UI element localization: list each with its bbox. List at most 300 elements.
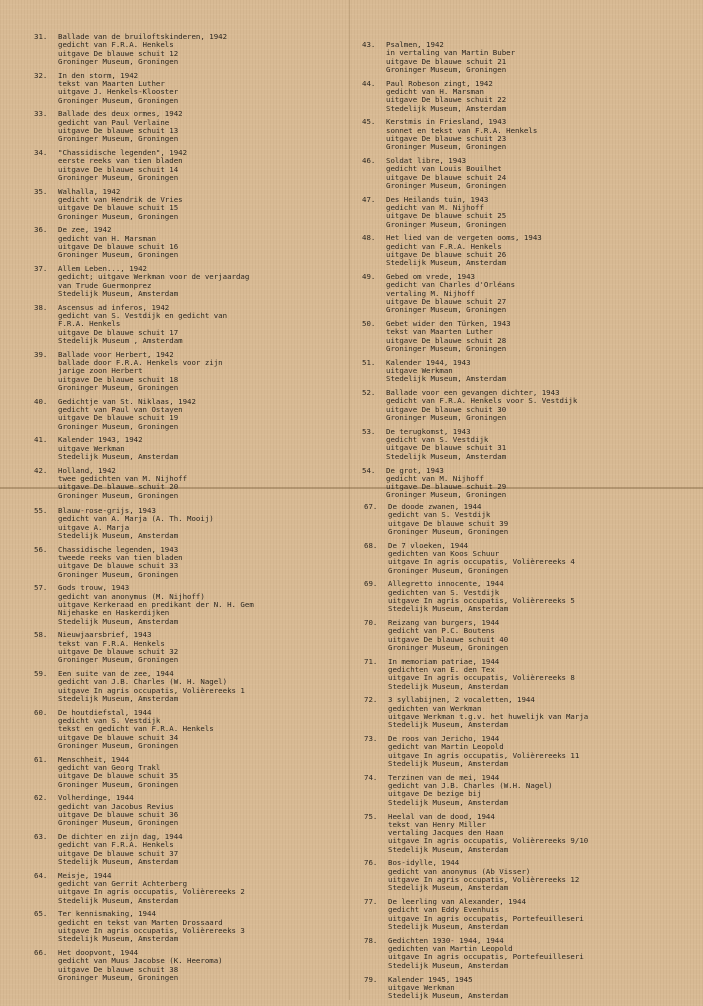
catalog-entry [362,359,692,384]
entry-detail-line: Stedelijk Museum, Amsterdam [386,375,507,384]
entry-detail-line: Groninger Museum, Groningen [58,96,179,105]
entry-detail-line: uitgave De blauwe schuit 40 [388,635,509,644]
entry-detail-line: uitgave In agris occupatis, Volièrereeks 4 [388,558,575,567]
entry-title: De leerling van Alexander, 1944 [388,898,526,907]
entry-detail-line: Groninger Museum, Groningen [58,383,179,392]
entry-number: 45. [362,117,376,127]
entry-number: 54. [362,465,376,475]
entry-detail-line: Groninger Museum, Groningen [58,422,179,431]
catalog-entry [362,118,692,151]
entry-detail-line: uitgave De blauwe schuit 18 [58,375,179,384]
catalog-entry [364,580,694,613]
entry-detail-line: Stedelijk Museum, Amsterdam [388,845,509,854]
entry-title: De houtdiefstal, 1944 [58,708,152,717]
entry-number: 77. [364,897,378,907]
entry-title: Kalender 1943, 1942 [58,436,143,445]
entry-number: 36. [34,225,48,235]
entry-title: Des Heilands tuin, 1943 [386,195,489,204]
entry-detail-line: vertaling M. Nijhoff [386,289,475,298]
catalog-entry [34,872,364,905]
catalog-entry [362,196,692,229]
catalog-entry [364,658,694,691]
entry-detail-line: uitgave De blauwe schuit 13 [58,126,179,135]
entry-title: Ballade des deux ormes, 1942 [58,110,183,119]
entry-detail-line: uitgave In agris occupatis, Portefeuilleseri [388,914,584,923]
entry-detail-line: uitgave De bezige bij [388,790,482,799]
entry-detail-line: uitgave In agris occupatis, Volièrereeks 1 [58,686,245,695]
entry-title: Het lied van de vergeten ooms, 1943 [386,234,542,243]
entry-detail-line: gedicht van Charles d'Orléans [386,281,516,290]
catalog-entry [34,546,364,579]
entry-title: Ballade voor Herbert, 1942 [58,350,174,359]
entry-title: Nieuwjaarsbrief, 1943 [58,631,152,640]
entry-number: 59. [34,669,48,679]
entry-detail-line: tekst van Maarten Luther [386,328,493,337]
entry-number: 46. [362,156,376,166]
entry-number: 73. [364,734,378,744]
entry-detail-line: uitgave Werkman t.g.v. het huwelijk van Marja [388,713,589,722]
entry-detail-line: in vertaling van Martin Buber [386,49,516,58]
entry-number: 60. [34,707,48,717]
entry-detail-line: Groninger Museum, Groningen [386,491,507,500]
entry-detail-line: Groninger Museum, Groningen [58,212,179,221]
entry-title: Kalender 1945, 1945 [388,975,473,984]
entry-detail-line: Stedelijk Museum, Amsterdam [58,857,179,866]
entry-detail-line: uitgave J. Henkels-Klooster [58,88,179,97]
entry-number: 38. [34,302,48,312]
entry-detail-line: uitgave A. Marja [58,523,130,532]
entry-detail-line: gedicht van Paul Verlaine [58,118,170,127]
entry-number: 41. [34,435,48,445]
entry-detail-line: vertaling Jacques den Haan [388,829,504,838]
entry-number: 34. [34,148,48,158]
entry-number: 58. [34,630,48,640]
catalog-entry [362,80,692,113]
catalog-entry [364,696,694,729]
entry-detail-line: gedicht van Muus Jacobse (K. Heeroma) [58,957,223,966]
entry-detail-line: Stedelijk Museum, Amsterdam [58,896,179,905]
entry-detail-line: uitgave De blauwe schuit 17 [58,328,179,337]
entry-detail-line: Groninger Museum, Groningen [386,181,507,190]
catalog-entry [34,584,364,625]
catalog-entry [362,273,692,314]
entry-title: Blauw-rose-grijs, 1943 [58,507,156,515]
entry-detail-line: Stedelijk Museum, Amsterdam [388,992,509,1001]
entry-detail-line: gedicht van H. Marsman [386,87,484,96]
entry-number: 57. [34,583,48,593]
entry-title: De 7 vloeken, 1944 [388,541,469,550]
entry-detail-line: uitgave In agris occupatis, Volièrereeks 8 [388,674,575,683]
entry-detail-line: Groninger Museum, Groningen [58,656,179,665]
entry-title: De dichter en zijn dag, 1944 [58,833,183,842]
catalog-entry [34,188,364,221]
entry-detail-line: tweede reeks van tien bladen [58,553,183,562]
catalog-entry [34,709,364,750]
catalog-entry [34,756,364,789]
entry-detail-line: uitgave Kerkeraad en predikant der N. H. Gem [58,600,254,609]
entry-title: Gebed om vrede, 1943 [386,273,475,282]
entry-detail-line: uitgave Werkman [58,444,125,453]
entry-number: 53. [362,426,376,436]
entry-number: 37. [34,264,48,274]
entry-number: 43. [362,40,376,49]
entry-title: Gedichten 1930- 1944, 1944 [388,936,504,945]
entry-detail-line: gedicht van H. Marsman [58,234,156,243]
entry-detail-line: uitgave Werkman [386,367,453,376]
entry-detail-line: gedicht van P.C. Boutens [388,627,495,636]
entry-number: 68. [364,540,378,550]
entry-detail-line: Groninger Museum, Groningen [58,251,179,260]
entry-detail-line: tekst van F.R.A. Henkels [58,639,165,648]
entry-detail-line: uitgave De blauwe schuit 38 [58,965,179,974]
catalog-entry [362,234,692,267]
entry-title: Ballade van de bruiloftskinderen, 1942 [58,33,228,41]
catalog-entry [34,149,364,182]
entry-title: Ter kennismaking, 1944 [58,910,156,919]
entry-detail-line: Stedelijk Museum, Amsterdam [386,259,507,268]
entry-detail-line: gedicht van Hendrik de Vries [58,196,183,205]
entry-title: Psalmen, 1942 [386,41,444,49]
entry-detail-line: Groninger Museum, Groningen [386,306,507,315]
entry-detail-line: Groninger Museum, Groningen [58,491,179,500]
entry-title: Soldat libre, 1943 [386,157,467,166]
entry-detail-line: Groninger Museum, Groningen [58,135,179,144]
entry-number: 75. [364,811,378,821]
entry-number: 44. [362,78,376,88]
entry-number: 47. [362,194,376,204]
entry-detail-line: uitgave De blauwe schuit 26 [386,251,507,260]
entry-detail-line: uitgave De blauwe schuit 12 [58,49,179,58]
entry-detail-line: gedicht van Gerrit Achterberg [58,880,188,889]
entry-title: De terugkomst, 1943 [386,427,471,436]
entry-detail-line: gedicht van anonymus (Ab Visser) [388,867,531,876]
entry-detail-line: uitgave De blauwe schuit 28 [386,336,507,345]
entry-detail-line: Groninger Museum, Groningen [386,65,507,74]
catalog-entry [362,428,692,461]
entry-number: 42. [34,465,48,475]
entry-number: 74. [364,772,378,782]
entry-title: Heelal van de dood, 1944 [388,812,495,821]
entry-detail-line: gedicht van Georg Trakl [58,764,161,773]
entry-detail-line: Stedelijk Museum, Amsterdam [58,694,179,703]
entry-detail-line: Stedelijk Museum, Amsterdam [388,798,509,807]
entry-number: 35. [34,186,48,196]
entry-number: 78. [364,935,378,945]
entry-detail-line: Groninger Museum, Groningen [58,974,179,983]
entry-title: Gedichtje van St. Niklaas, 1942 [58,397,196,406]
entry-title: Menschheit, 1944 [58,755,130,764]
entry-detail-line: Groninger Museum, Groningen [58,570,179,579]
entry-detail-line: uitgave De blauwe schuit 15 [58,204,179,213]
entry-detail-line: Groninger Museum, Groningen [58,819,179,828]
entry-detail-line: Stedelijk Museum, Amsterdam [388,923,509,932]
catalog-entry [34,351,364,392]
column-bottom-left [34,507,364,988]
entry-detail-line: gedicht van F.R.A. Henkels [58,841,174,850]
entry-detail-line: van Trude Guermonprez [58,281,152,290]
catalog-entry [364,774,694,807]
entry-title: Holland, 1942 [58,466,116,475]
entry-title: Chassidische legenden, 1943 [58,545,179,554]
entry-detail-line: gedicht van S. Vestdijk [388,511,491,520]
catalog-entry [362,157,692,190]
entry-title: Terzinen van de mei, 1944 [388,773,500,782]
entry-detail-line: gedichten van E. den Tex [388,666,495,675]
catalog-entry [364,937,694,970]
catalog-entry [34,110,364,143]
entry-number: 71. [364,656,378,666]
entry-detail-line: uitgave De blauwe schuit 33 [58,562,179,571]
catalog-entry [364,503,694,536]
catalog-entry [364,735,694,768]
entry-detail-line: gedicht van Eddy Evenhuis [388,906,500,915]
column-bottom-right [364,503,694,1006]
entry-number: 65. [34,909,48,919]
catalog-entry [34,436,364,461]
entry-detail-line: uitgave De blauwe schuit 19 [58,414,179,423]
entry-detail-line: uitgave In agris occupatis, Volièrereeks 9/10 [388,837,589,846]
entry-detail-line: Stedelijk Museum, Amsterdam [386,452,507,461]
catalog-entry [34,833,364,866]
entry-detail-line: gedicht van F.R.A. Henkels [386,242,502,251]
entry-detail-line: gedicht van Paul van Ostayen [58,406,183,415]
entry-detail-line: uitgave De blauwe schuit 21 [386,57,507,66]
column-top-right [362,41,692,505]
entry-detail-line: uitgave De blauwe schuit 16 [58,243,179,252]
entry-title: Ballade voor een gevangen dichter, 1943 [386,389,560,398]
catalog-entry [34,33,364,66]
entry-detail-line: uitgave De blauwe schuit 29 [386,483,507,492]
entry-detail-line: Groninger Museum, Groningen [386,220,507,229]
entry-title: Gods trouw, 1943 [58,584,130,593]
entry-detail-line: uitgave In agris occupatis, Portefeuilleseri [388,953,584,962]
entry-detail-line: eerste reeks van tien bladen [58,157,183,166]
entry-detail-line: Stedelijk Museum, Amsterdam [58,617,179,626]
column-top-left [34,33,364,506]
entry-detail-line: uitgave De blauwe schuit 27 [386,298,507,307]
entry-number: 66. [34,948,48,958]
entry-detail-line: uitgave Werkman [388,983,455,992]
entry-detail-line: gedicht van M. Nijhoff [386,474,484,483]
entry-detail-line: Groninger Museum, Groningen [388,566,509,575]
entry-detail-line: Groninger Museum, Groningen [386,414,507,423]
catalog-entry [34,398,364,431]
entry-detail-line: gedicht van anonymus (M. Nijhoff) [58,592,205,601]
entry-detail-line: Groninger Museum, Groningen [58,57,179,66]
entry-detail-line: Stedelijk Museum, Amsterdam [388,961,509,970]
catalog-entry [34,304,364,345]
entry-number: 64. [34,870,48,880]
entry-detail-line: sonnet en tekst van F.R.A. Henkels [386,126,538,135]
entry-detail-line: gedicht; uitgave Werkman voor de verjaardag [58,273,250,282]
catalog-entry [34,949,364,982]
entry-detail-line: uitgave De blauwe schuit 35 [58,772,179,781]
entry-detail-line: gedicht van Louis Bouilhet [386,165,502,174]
entry-title: In memoriam patriae, 1944 [388,657,500,666]
entry-detail-line: gedicht van S. Vestdijk [58,717,161,726]
entry-detail-line: Stedelijk Museum, Amsterdam [386,104,507,113]
entry-detail-line: Stedelijk Museum, Amsterdam [388,605,509,614]
entry-detail-line: gedichten van Martin Leopold [388,945,513,954]
entry-detail-line: Stedelijk Museum, Amsterdam [58,290,179,299]
catalog-entry [34,72,364,105]
catalog-entry [34,670,364,703]
entry-title: De grot, 1943 [386,466,444,475]
entry-detail-line: gedicht van A. Marja (A. Th. Mooij) [58,515,214,524]
entry-detail-line: Stedelijk Museum, Amsterdam [388,884,509,893]
entry-number: 51. [362,357,376,367]
entry-number: 63. [34,832,48,842]
entry-detail-line: ballade door F.R.A. Henkels voor zijn [58,359,223,368]
entry-detail-line: Groninger Museum, Groningen [58,173,179,182]
entry-detail-line: gedicht van Martin Leopold [388,743,504,752]
entry-title: Ascensus ad inferos, 1942 [58,303,170,312]
catalog-entry [364,898,694,931]
entry-title: De roos van Jericho, 1944 [388,735,500,744]
entry-detail-line: Stedelijk Museum, Amsterdam [58,453,179,462]
entry-detail-line: Groninger Museum, Groningen [58,780,179,789]
catalog-entry [34,507,364,540]
entry-number: 31. [34,32,48,41]
entry-title: Kalender 1944, 1943 [386,358,471,367]
entry-number: 67. [364,502,378,511]
entry-detail-line: Groninger Museum, Groningen [388,527,509,536]
entry-title: Allegretto innocente, 1944 [388,580,504,589]
entry-detail-line: tekst en gedicht van F.R.A. Henkels [58,725,214,734]
entry-detail-line: gedicht van M. Nijhoff [386,204,484,213]
catalog-entry [34,910,364,943]
entry-detail-line: jarige zoon Herbert [58,367,143,376]
entry-title: Allem Leben..., 1942 [58,265,147,274]
entry-number: 70. [364,618,378,628]
entry-number: 56. [34,544,48,554]
entry-title: 3 syllabijnen, 2 vocaletten, 1944 [388,696,535,705]
entry-detail-line: tekst van Henry Miller [388,820,486,829]
entry-number: 76. [364,858,378,868]
catalog-entry [364,542,694,575]
entry-detail-line: uitgave De blauwe schuit 37 [58,849,179,858]
entry-title: Meisje, 1944 [58,871,112,880]
entry-detail-line: Stedelijk Museum, Amsterdam [388,760,509,769]
entry-detail-line: Groninger Museum, Groningen [386,345,507,353]
entry-detail-line: Groninger Museum, Groningen [386,143,507,152]
entry-detail-line: tekst van Maarten Luther [58,79,165,88]
entry-detail-line: gedicht van J.B. Charles (W. H. Nagel) [58,678,228,687]
entry-detail-line: Stedelijk Museum, Amsterdam [58,935,179,944]
entry-detail-line: uitgave De blauwe schuit 24 [386,173,507,182]
catalog-entry [34,467,364,500]
entry-detail-line: Stedelijk Museum , Amsterdam [58,337,183,345]
entry-detail-line: uitgave In agris occupatis, Volièrereeks 12 [388,876,580,885]
entry-title: Volherdinge, 1944 [58,794,134,803]
entry-detail-line: gedicht van Jacobus Revius [58,802,174,811]
entry-title: Paul Robeson zingt, 1942 [386,79,493,88]
entry-number: 50. [362,319,376,329]
catalog-entry [34,794,364,827]
entry-title: De doode zwanen, 1944 [388,503,482,511]
catalog-entry [362,389,692,422]
catalog-entry [34,631,364,664]
entry-detail-line: Stedelijk Museum, Amsterdam [58,531,179,540]
entry-detail-line: Groninger Museum, Groningen [58,741,179,750]
entry-title: Bos-idylle, 1944 [388,859,460,868]
entry-detail-line: gedicht van F.R.A. Henkels [58,41,174,50]
entry-detail-line: F.R.A. Henkels [58,320,121,329]
entry-number: 72. [364,695,378,705]
entry-detail-line: uitgave De blauwe schuit 25 [386,212,507,221]
entry-number: 61. [34,754,48,764]
entry-number: 39. [34,349,48,359]
entry-detail-line: gedichten van Werkman [388,704,482,713]
catalog-entry [34,226,364,259]
entry-detail-line: Stedelijk Museum, Amsterdam [388,682,509,691]
entry-detail-line: Stedelijk Museum, Amsterdam [388,721,509,730]
entry-title: Gebet wider den Türken, 1943 [386,320,511,329]
entry-detail-line: gedichten van Koos Schuur [388,549,500,558]
entry-title: In den storm, 1942 [58,71,139,80]
entry-detail-line: uitgave In agris occupatis, Volièrereeks 3 [58,927,245,936]
entry-detail-line: uitgave De blauwe schuit 36 [58,811,179,819]
catalog-entry [34,265,364,298]
entry-title: Het doopvont, 1944 [58,949,139,958]
entry-number: 48. [362,233,376,243]
entry-number: 33. [34,109,48,119]
entry-detail-line: uitgave De blauwe schuit 23 [386,134,507,143]
entry-title: Een suite van de zee, 1944 [58,670,174,679]
entry-detail-line: uitgave De blauwe schuit 39 [388,519,509,528]
entry-detail-line: uitgave De blauwe schuit 14 [58,165,179,174]
entry-detail-line: uitgave De blauwe schuit 31 [386,444,507,453]
catalog-entry [364,859,694,892]
entry-detail-line: uitgave De blauwe schuit 20 [58,483,179,492]
entry-detail-line: uitgave In agris occupatis, Volièrereeks 5 [388,596,575,605]
catalog-entry [362,467,692,500]
entry-detail-line: uitgave In agris occupatis, Volièrereeks 11 [388,751,580,760]
entry-detail-line: Groninger Museum, Groningen [388,643,509,652]
entry-title: De zee, 1942 [58,226,112,235]
entry-detail-line: gedicht van S. Vestdijk en gedicht van [58,312,228,321]
catalog-entry [364,813,694,854]
entry-detail-line: uitgave De blauwe schuit 32 [58,647,179,656]
catalog-entry [362,41,692,74]
entry-number: 49. [362,272,376,282]
entry-detail-line: uitgave In agris occupatis, Volièrereeks 2 [58,888,245,897]
entry-number: 79. [364,974,378,984]
entry-number: 55. [34,506,48,515]
entry-detail-line: uitgave De blauwe schuit 22 [386,96,507,105]
entry-number: 69. [364,579,378,589]
entry-detail-line: gedicht en tekst van Marten Drossaard [58,918,223,927]
entry-detail-line: gedichten van S. Vestdijk [388,588,500,597]
catalog-entry [362,320,692,353]
entry-detail-line: gedicht van S. Vestdijk [386,436,489,445]
entry-number: 40. [34,396,48,406]
catalog-entry [364,976,694,1001]
entry-detail-line: uitgave De blauwe schuit 30 [386,405,507,414]
entry-title: Walhalla, 1942 [58,187,121,196]
entry-number: 32. [34,70,48,80]
entry-number: 62. [34,793,48,803]
entry-title: "Chassidische legenden", 1942 [58,149,188,158]
entry-detail-line: uitgave De blauwe schuit 34 [58,733,179,742]
catalog-entry [364,619,694,652]
entry-detail-line: twee gedichten van M. Nijhoff [58,475,188,484]
entry-title: Kerstmis in Friesland, 1943 [386,118,507,127]
entry-number: 52. [362,388,376,398]
entry-detail-line: Nijehaske en Haskerdijken [58,609,170,618]
entry-title: Reizang van burgers, 1944 [388,619,500,628]
entry-detail-line: gedicht van F.R.A. Henkels voor S. Vestdijk [386,397,578,406]
